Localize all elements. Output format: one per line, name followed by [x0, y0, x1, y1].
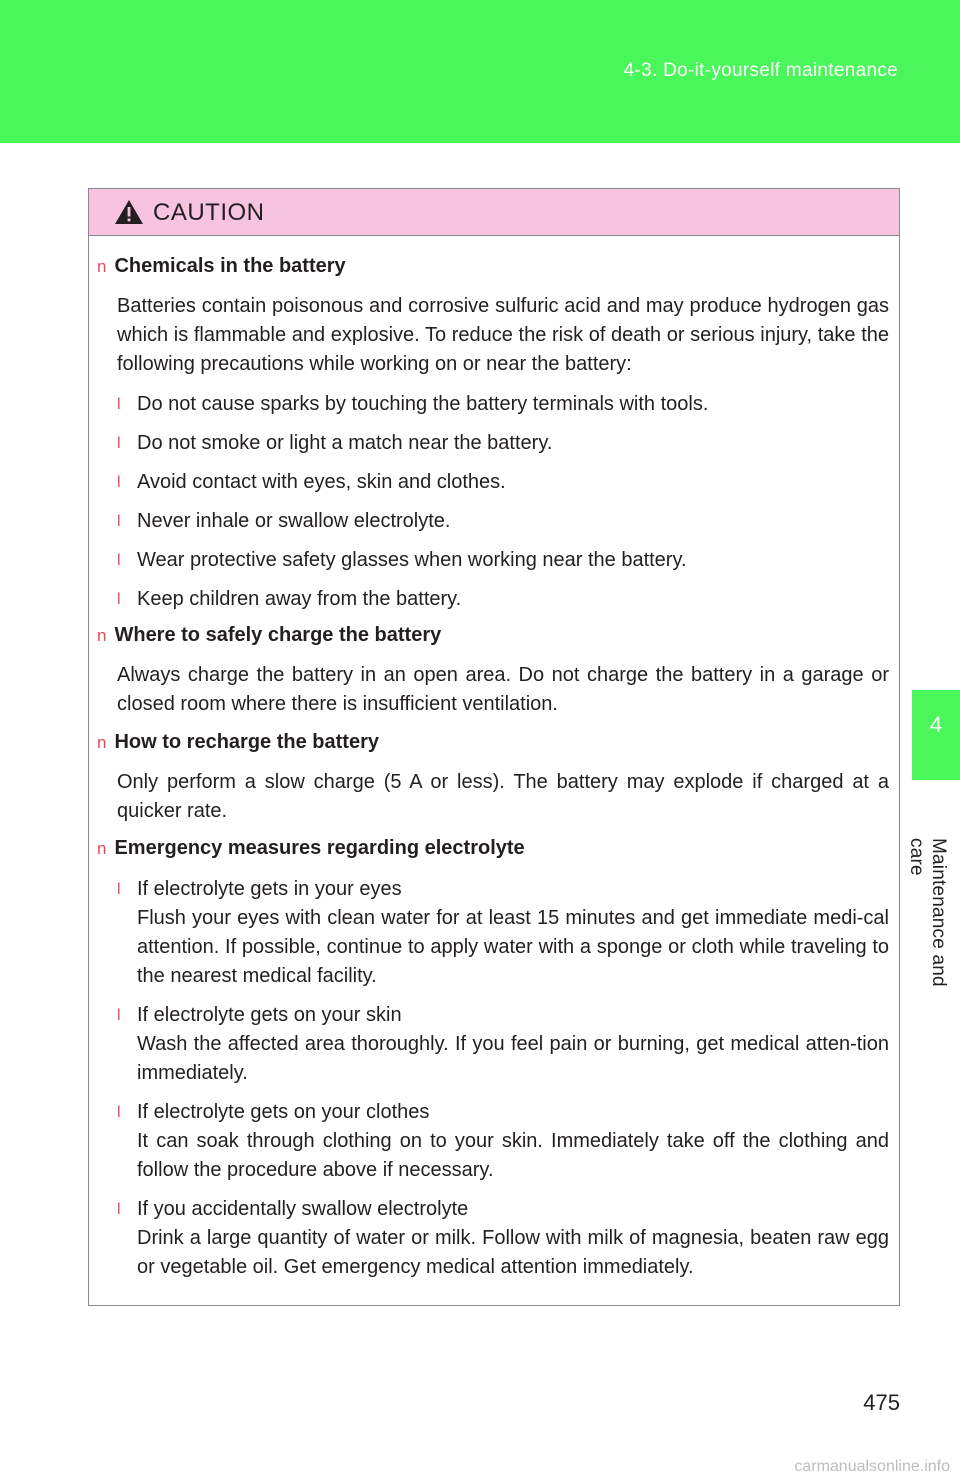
warning-triangle-icon: [114, 199, 144, 230]
section-heading: n Where to safely charge the battery: [97, 624, 442, 646]
list-item: l Do not cause sparks by touching the battery terminals with tools.: [117, 390, 889, 419]
bullet-marker: l: [117, 513, 121, 530]
page-number: 475: [863, 1390, 900, 1415]
bullet-marker: l: [117, 435, 121, 452]
chapter-sidebar-label: Maintenance and care: [906, 838, 949, 987]
watermark: carmanualsonline.info: [794, 1458, 950, 1475]
bullet-marker: l: [117, 552, 121, 569]
section-marker: n: [97, 733, 107, 752]
caution-box: [88, 188, 900, 1306]
section-intro: Only perform a slow charge (5 A or less). The battery may explode if charged at a quicker rate.: [117, 771, 889, 822]
list-item: l Keep children away from the battery.: [117, 585, 889, 614]
section-heading: n Chemicals in the battery: [97, 255, 346, 277]
section-intro: Always charge the battery in an open area. Do not charge the battery in a garage or closed room where there is insufficient ventilation.: [117, 664, 889, 715]
list-item: l Avoid contact with eyes, skin and clothes.: [117, 468, 889, 497]
list-item: l If electrolyte gets on your skin Wash the affected area thoroughly. If you feel pain or burning, get medical atten-tion immediately.: [117, 1001, 889, 1088]
chapter-tab: [912, 690, 960, 780]
section-marker: n: [97, 839, 107, 858]
bullet-marker: l: [117, 1201, 121, 1218]
bullet-marker: l: [117, 396, 121, 413]
chapter-number: 4: [929, 712, 943, 737]
caution-header: [89, 189, 899, 236]
bullet-marker: l: [117, 881, 121, 898]
section-marker: n: [97, 626, 107, 645]
list-item: l If electrolyte gets in your eyes Flush your eyes with clean water for at least 15 minutes and get immediate medi-cal attention. If possible, continue to apply water with a sponge or cloth while traveling to the nearest medical facility.: [117, 875, 889, 991]
bullet-marker: l: [117, 474, 121, 491]
bullet-marker: l: [117, 1104, 121, 1121]
list-item: l Wear protective safety glasses when working near the battery.: [117, 546, 889, 575]
section-heading: n Emergency measures regarding electrolyte: [97, 837, 525, 859]
list-item: l Never inhale or swallow electrolyte.: [117, 507, 889, 536]
list-item: l Do not smoke or light a match near the battery.: [117, 429, 889, 458]
section-title: 4-3. Do-it-yourself maintenance: [623, 60, 898, 81]
caution-label: CAUTION: [153, 199, 265, 226]
bullet-marker: l: [117, 591, 121, 608]
list-item: l If you accidentally swallow electrolyte Drink a large quantity of water or milk. Follow with milk of magnesia, beaten raw egg or vegetable oil. Get emergency medical attention immediately.: [117, 1195, 889, 1282]
section-heading: n How to recharge the battery: [97, 731, 379, 753]
section-intro: Batteries contain poisonous and corrosive sulfuric acid and may produce hydrogen gas which is flammable and explosive. To reduce the risk of death or serious injury, take the following precautions while working on or near the battery:: [117, 295, 889, 375]
list-item: l If electrolyte gets on your clothes It can soak through clothing on to your skin. Immediately take off the clothing and follow the procedure above if necessary.: [117, 1098, 889, 1185]
bullet-marker: l: [117, 1007, 121, 1024]
section-marker: n: [97, 257, 107, 276]
header-band: [0, 0, 960, 143]
